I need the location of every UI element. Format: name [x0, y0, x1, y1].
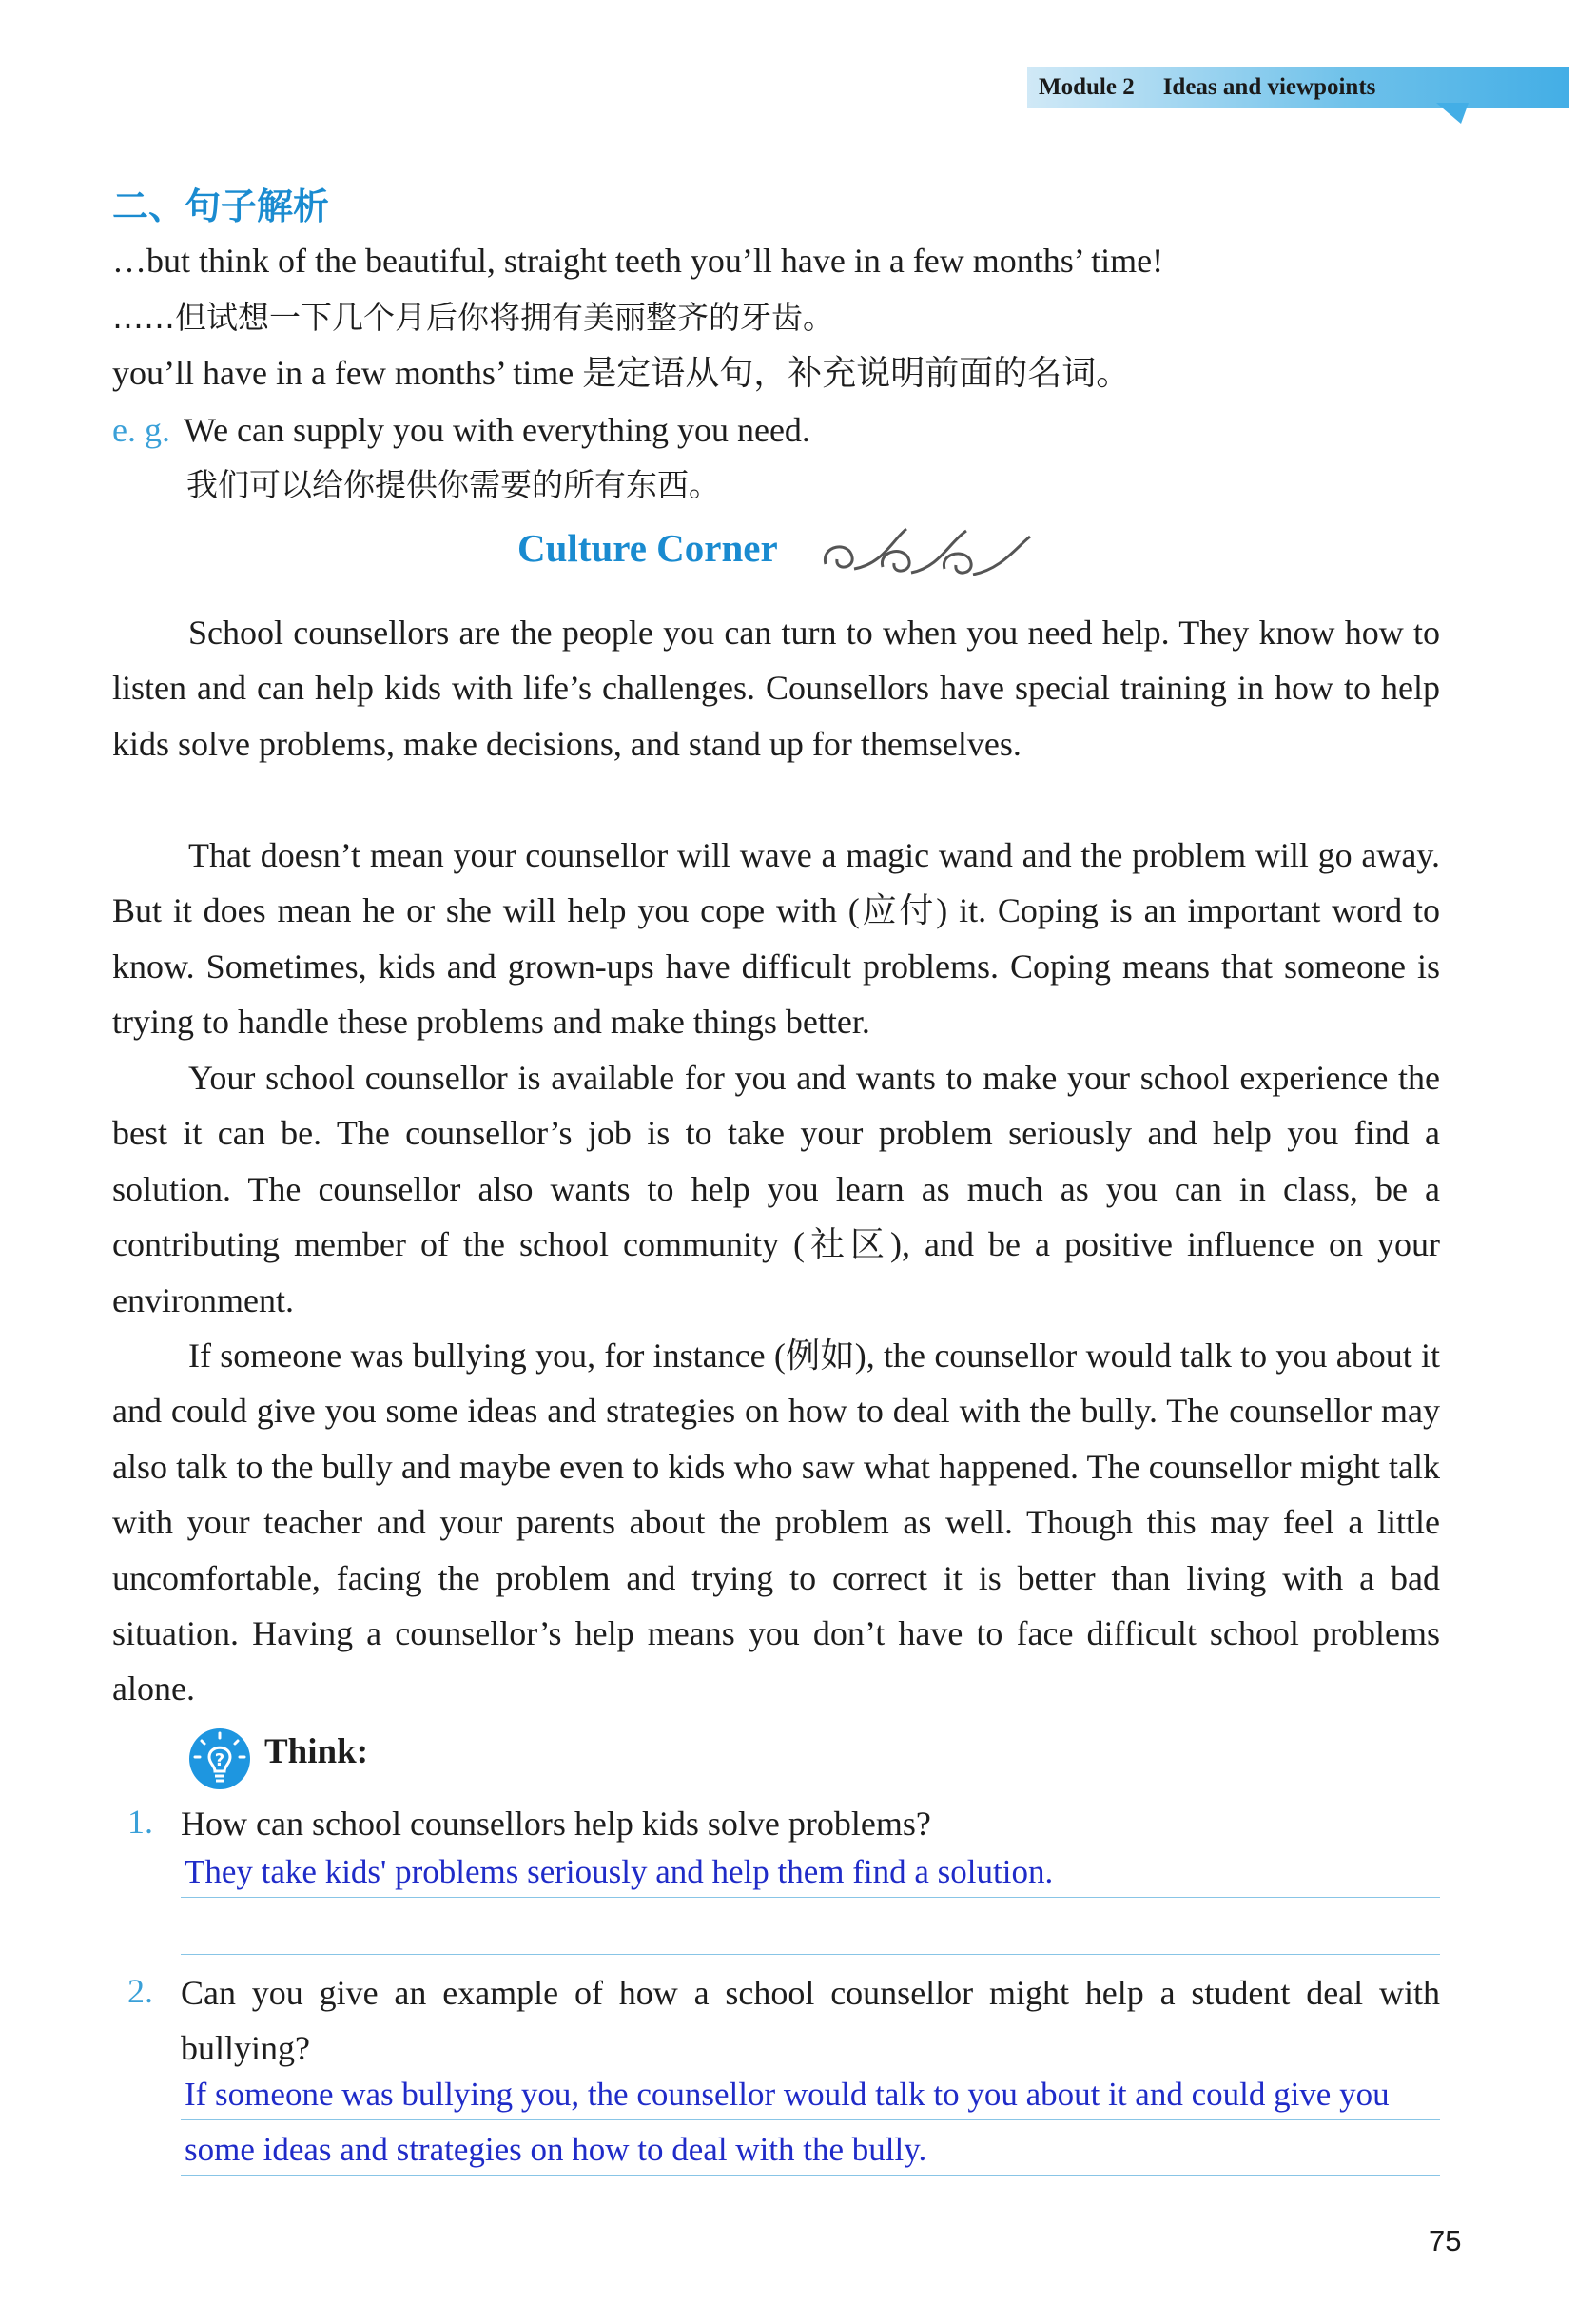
example-sentence-en: …but think of the beautiful, straight teeth you’ll have in a few months’ time! — [112, 242, 1164, 280]
example-label: e. g. — [112, 411, 170, 449]
question-1-number: 1. — [127, 1803, 153, 1841]
culture-paragraph-2: That doesn’t mean your counsellor will wave a magic wand and the problem will go away. But it does mean he or she will help you cope with (应付) it. Coping is an important word to know. Sometimes, kids and grown-ups have difficult problems. Coping means that someone is trying to handle these problems and make things better. — [112, 836, 1440, 1042]
example-line — [112, 409, 1444, 451]
culture-paragraph-1: School counsellors are the people you can turn to when you need help. They know how to listen and can help kids with life’s challenges. Counsellors have special training in how to help kids solve problems, make decisions, and stand up for themselves. — [112, 614, 1440, 763]
culture-paragraph-4: If someone was bullying you, for instance (例如), the counsellor would talk to you about it and could give you some ideas and strategies on how to deal with the bully. The counsellor may also talk to the bully and maybe even to kids who saw what happened. The counsellor might talk with your teacher and your parents about the problem as well. Though this may feel a little uncomfortable, facing the problem and trying to correct it is better than living with a bad situation. Having a counsellor’s help means you don’t have to face difficult school problems alone. — [112, 1337, 1440, 1708]
think-label: Think: — [264, 1732, 369, 1771]
section-title: 二、句子解析 — [112, 185, 330, 227]
question-2-number: 2. — [127, 1972, 153, 2010]
answer-rule — [181, 2119, 1440, 2120]
example-en: We can supply you with everything you need. — [183, 411, 810, 449]
lightbulb-question-icon — [186, 1726, 253, 1792]
question-2-answer-line-1: If someone was bullying you, the counsellor would talk to you about it and could give you — [185, 2076, 1390, 2113]
question-1-answer-line-1: They take kids' problems seriously and help them find a solution. — [185, 1853, 1054, 1890]
culture-corner-title: Culture Corner — [517, 526, 778, 570]
question-2-text: Can you give an example of how a school counsellor might help a student deal with bullying? — [181, 1974, 1440, 2067]
running-header — [1039, 74, 1375, 101]
grammar-explanation: you’ll have in a few months’ time 是定语从句，补充说明前面的名词。 — [112, 354, 1131, 392]
example-sentence-zh: ……但试想一下几个月后你将拥有美丽整齐的牙齿。 — [112, 299, 834, 336]
question-2-answer-line-2: some ideas and strategies on how to deal with the bully. — [185, 2131, 927, 2168]
culture-paragraph-3: Your school counsellor is available for you and wants to make your school experience the best it can be. The counsellor’s job is to take your problem seriously and help you find a solution. The counsellor also wants to help you learn as much as you can in class, be a contributing member of the school community (社区), and be a positive influence on your environment. — [112, 1059, 1440, 1319]
answer-rule — [181, 1897, 1440, 1898]
example-zh: 我们可以给你提供你需要的所有东西。 — [186, 466, 720, 503]
svg-text:?: ? — [214, 1750, 225, 1770]
swirl-ornament-icon — [816, 521, 1035, 588]
answer-rule — [181, 2175, 1440, 2176]
module-label: Module 2 — [1039, 74, 1135, 100]
answer-rule — [181, 1954, 1440, 1955]
page-number: 75 — [1429, 2224, 1462, 2257]
module-title: Ideas and viewpoints — [1162, 74, 1376, 100]
header-banner-tail — [1436, 103, 1469, 124]
question-1-text: How can school counsellors help kids solve problems? — [181, 1805, 931, 1843]
